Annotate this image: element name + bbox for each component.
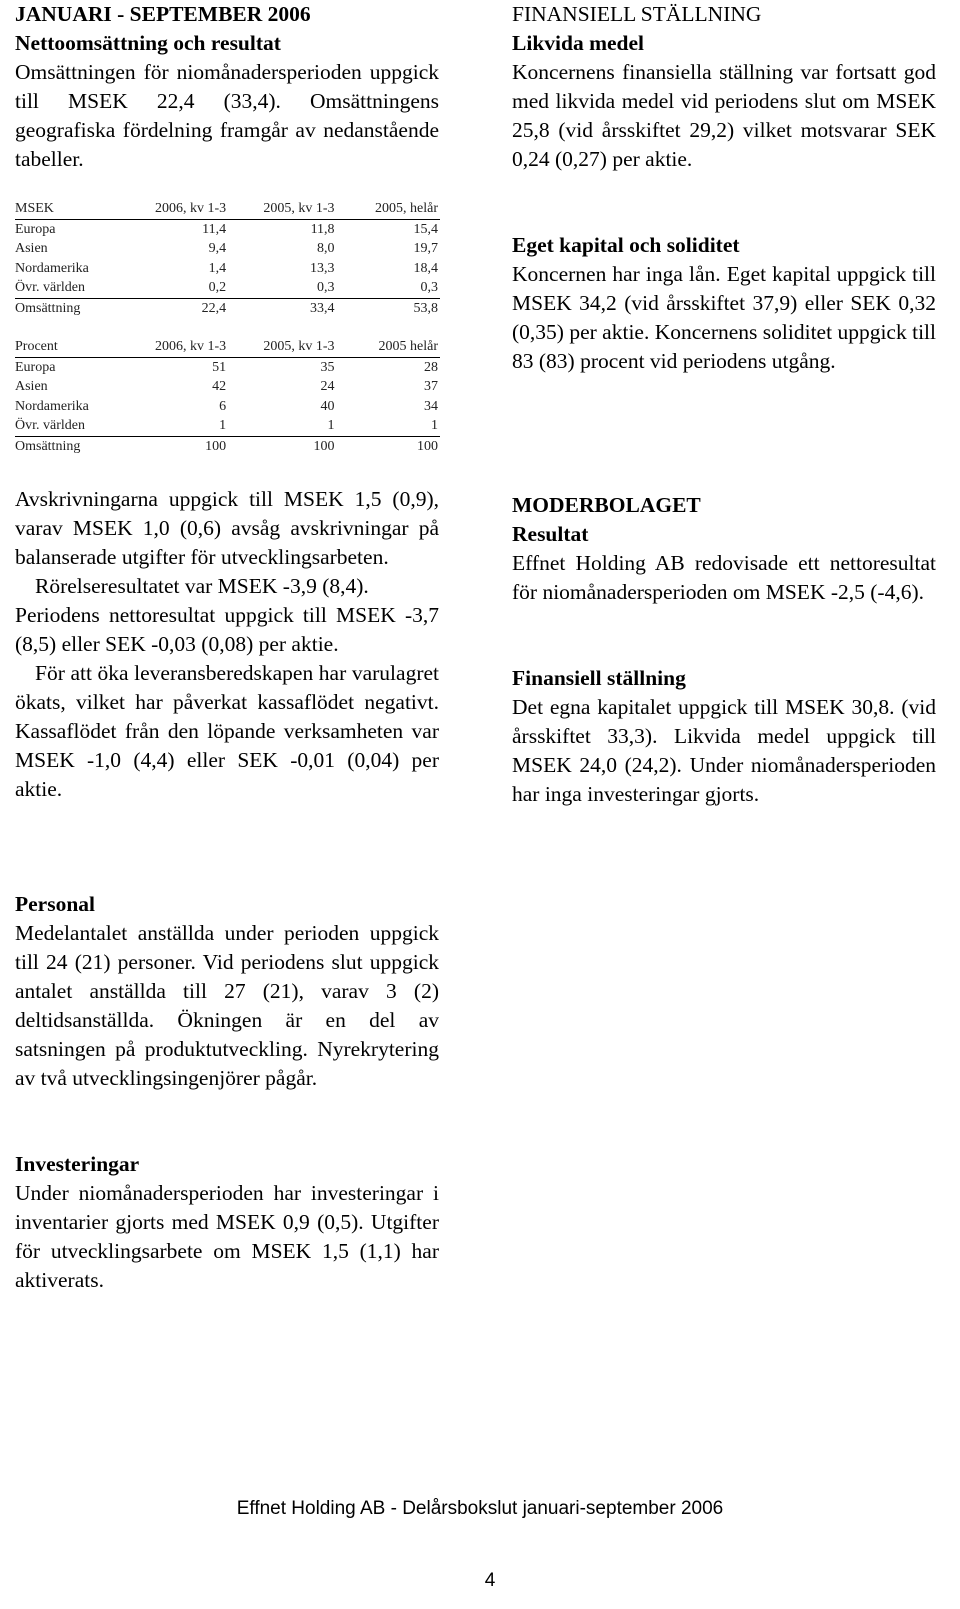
table-row	[15, 397, 440, 417]
table-cell: 15,4	[413, 221, 438, 237]
table-header-cell: MSEK	[15, 199, 120, 219]
sales-text: Omsättningen för niomånadersperioden uppgick till MSEK 22,4 (33,4). Omsättningens geografiska fördelning framgår av nedanstående tabeller.	[15, 60, 439, 171]
parent-result-text: Effnet Holding AB redovisade ett nettoresultat för niomånadersperioden om MSEK -2,5 (-4,6).	[512, 551, 936, 604]
msek-table-wrapper	[15, 199, 440, 318]
table-header-cell: Procent	[15, 337, 120, 357]
table-cell: 100	[120, 436, 226, 456]
liquidity-heading: Likvida medel	[512, 31, 645, 55]
sales-heading: Nettoomsättning och resultat	[15, 31, 281, 55]
table-cell: 28	[424, 359, 438, 375]
table-cell: Omsättning	[15, 436, 120, 456]
msek-table	[15, 199, 440, 318]
table-cell: 1	[431, 418, 438, 433]
table-cell: Nordamerika	[15, 398, 89, 414]
table-cell: 100	[226, 436, 334, 456]
parent-heading: MODERBOLAGET	[512, 493, 701, 517]
financial-heading: FINANSIELL STÄLLNING	[512, 2, 762, 26]
table-cell: 0,3	[317, 280, 335, 295]
table-row	[15, 357, 440, 377]
percent-table	[15, 337, 440, 456]
table-cell: Övr. världen	[15, 280, 85, 295]
depreciation-text: Avskrivningarna uppgick till MSEK 1,5 (0,9), varav MSEK 1,0 (0,6) avsåg avskrivningar på balanserade utgifter för utvecklingsarbeten.	[15, 487, 439, 569]
equity-heading: Eget kapital och soliditet	[512, 233, 740, 257]
period-heading: JANUARI - SEPTEMBER 2006	[15, 2, 311, 26]
table-cell: 35	[320, 359, 335, 375]
personnel-text: Medelantalet anställda under perioden uppgick till 24 (21) personer. Vid periodens slut uppgick antalet anställda till 27 (21), varav 3 (2) deltidsanställda. Ökningen är en del av satsningen på produktutveckling. Nyrekrytering av två utvecklingsingenjörer pågår.	[15, 921, 439, 1090]
table-total-row	[15, 298, 440, 318]
table-header-cell: 2006, kv 1-3	[120, 337, 226, 357]
table-cell: 0,2	[208, 280, 227, 295]
cashflow-text: För att öka leveransberedskapen har varulagret ökats, vilket har påverkat kassaflödet negativt. Kassaflödet från den löpande verksamheten var MSEK -1,0 (4,4) eller SEK -0,01 (0,04) per aktie.	[15, 661, 439, 801]
parent-financial-text: Det egna kapitalet uppgick till MSEK 30,8. (vid årsskiftet 33,3). Likvida medel uppgick till MSEK 24,0 (24,2). Under niomånadersperioden har inga investeringar gjorts.	[512, 695, 936, 806]
table-header-cell: 2006, kv 1-3	[120, 199, 226, 219]
table-cell: 33,4	[226, 298, 334, 318]
operating-result-text: Rörelseresultatet var MSEK -3,9 (8,4).	[35, 574, 369, 598]
table-cell: 42	[212, 379, 227, 394]
table-cell: 6	[219, 398, 227, 414]
parent-result-heading: Resultat	[512, 522, 589, 546]
parent-financial-heading: Finansiell ställning	[512, 666, 686, 690]
table-cell: 34	[424, 398, 438, 414]
table-header-cell: 2005, kv 1-3	[226, 199, 334, 219]
percent-table-wrapper	[15, 337, 440, 456]
table-cell: Övr. världen	[15, 418, 85, 433]
table-cell: 100	[335, 436, 440, 456]
table-cell: 37	[424, 379, 438, 394]
table-header-row	[15, 337, 440, 357]
table-cell: Europa	[15, 221, 56, 237]
table-cell: 0,3	[420, 280, 438, 295]
table-cell: 1	[219, 418, 227, 433]
table-row	[15, 377, 440, 397]
investments-text: Under niomånadersperioden har investeringar i inventarier gjorts med MSEK 0,9 (0,5). Utgifter för utvecklingsarbete om MSEK 1,5 (1,1) har aktiverats.	[15, 1181, 439, 1292]
table-header-cell: 2005, helår	[335, 199, 440, 219]
table-cell: Nordamerika	[15, 260, 89, 276]
table-cell: 11,4	[202, 221, 227, 237]
investments-heading: Investeringar	[15, 1152, 140, 1176]
table-cell: 19,7	[413, 241, 438, 256]
table-cell: 13,3	[310, 260, 335, 276]
table-cell: 1	[327, 418, 335, 433]
table-cell: 18,4	[413, 260, 438, 276]
net-result-text: Periodens nettoresultat uppgick till MSEK -3,7 (8,5) eller SEK -0,03 (0,08) per aktie.	[15, 603, 439, 656]
table-cell: 40	[320, 398, 335, 414]
personnel-heading: Personal	[15, 892, 96, 916]
table-cell: 51	[212, 359, 227, 375]
table-cell: 53,8	[335, 298, 440, 318]
table-row	[15, 239, 440, 259]
table-cell: 24	[320, 379, 335, 394]
table-cell: Europa	[15, 359, 56, 375]
table-header-cell: 2005 helår	[335, 337, 440, 357]
liquidity-text: Koncernens finansiella ställning var fortsatt god med likvida medel vid periodens slut om MSEK 25,8 (vid årsskiftet 29,2) vilket motsvarar SEK 0,24 (0,27) per aktie.	[512, 60, 936, 171]
table-row	[15, 259, 440, 279]
table-row	[15, 219, 440, 239]
table-cell: 8,0	[317, 241, 335, 256]
page-footer: Effnet Holding AB - Delårsbokslut januari-september 2006	[236, 1498, 724, 1519]
table-header-cell: 2005, kv 1-3	[226, 337, 334, 357]
table-cell: Asien	[15, 379, 48, 394]
table-cell: 1,4	[208, 260, 227, 276]
table-total-row	[15, 436, 440, 456]
table-cell: 11,8	[310, 221, 335, 237]
equity-text: Koncernen har inga lån. Eget kapital uppgick till MSEK 34,2 (vid årsskiftet 37,9) eller SEK 0,32 (0,35) per aktie. Koncernens soliditet uppgick till 83 (83) procent vid periodens utgång.	[512, 262, 936, 373]
page-number: 4	[484, 1570, 496, 1591]
table-header-row	[15, 199, 440, 219]
table-row	[15, 278, 440, 298]
table-cell: Omsättning	[15, 298, 120, 318]
table-cell: 22,4	[120, 298, 226, 318]
table-cell: 9,4	[208, 241, 227, 256]
table-cell: Asien	[15, 241, 48, 256]
table-row	[15, 416, 440, 436]
